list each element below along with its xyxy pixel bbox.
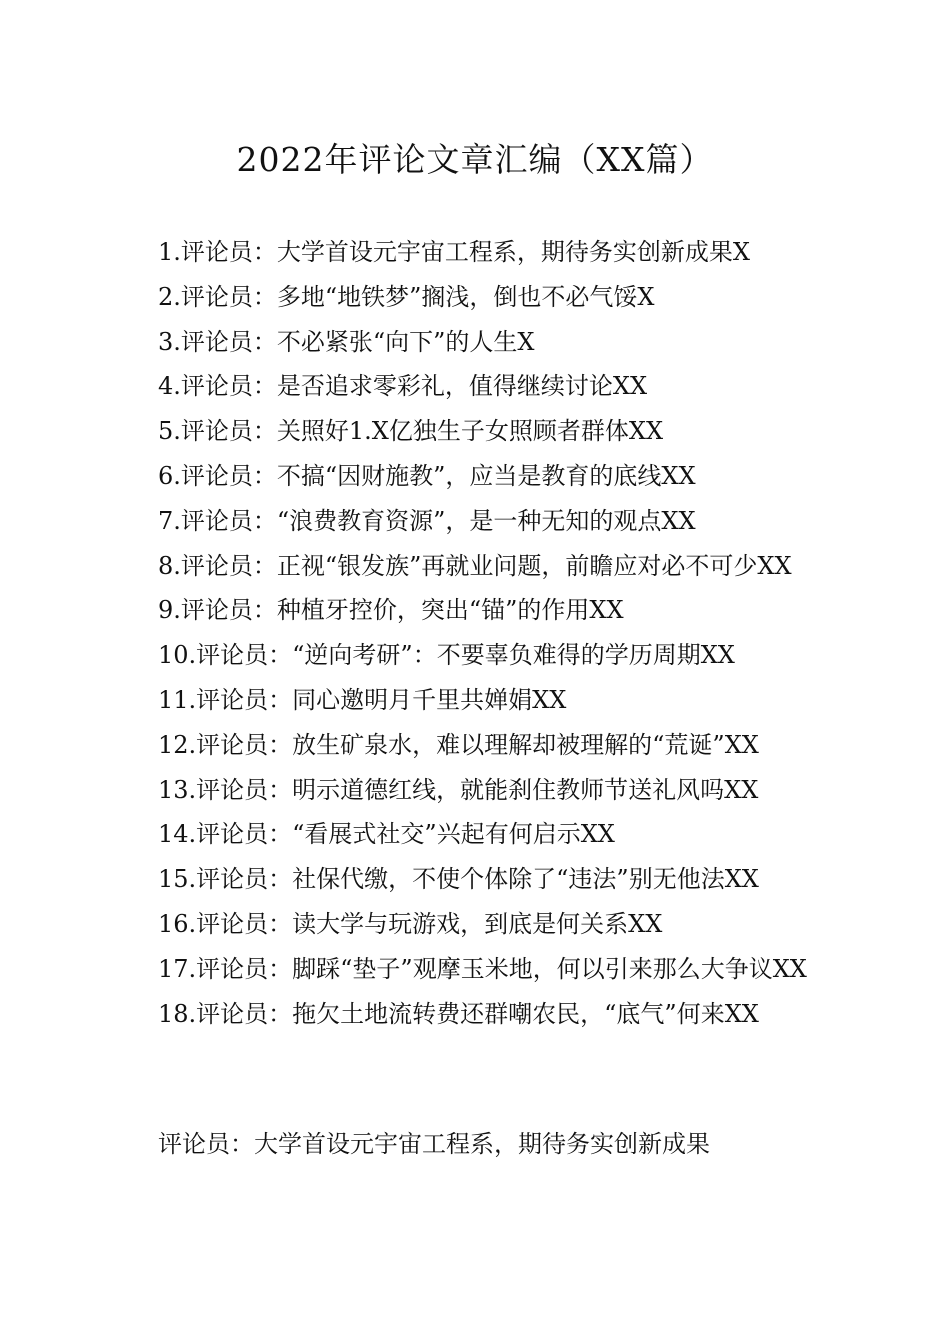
toc-item-15: 15.评论员：社保代缴，不使个体除了“违法”别无他法XX — [158, 865, 759, 894]
toc-item-17: 17.评论员：脚踩“垫子”观摩玉米地，何以引来那么大争议XX — [158, 954, 807, 983]
toc-item-14: 14.评论员：“看展式社交”兴起有何启示XX — [158, 820, 615, 849]
toc-item-9: 9.评论员：种植牙控价，突出“锚”的作用XX — [158, 596, 624, 625]
toc-item-18: 18.评论员：拖欠土地流转费还群嘲农民，“底气”何来XX — [158, 999, 759, 1028]
toc-item-11: 11.评论员：同心邀明月千里共婵娟XX — [158, 685, 567, 714]
toc-item-12: 12.评论员：放生矿泉水，难以理解却被理解的“荒诞”XX — [158, 730, 759, 759]
toc-item-2: 2.评论员：多地“地铁梦”搁浅，倒也不必气馁X — [158, 282, 655, 311]
toc-item-8: 8.评论员：正视“银发族”再就业问题，前瞻应对必不可少XX — [158, 551, 792, 580]
toc-item-13: 13.评论员：明示道德红线，就能刹住教师节送礼风吗XX — [158, 775, 759, 804]
toc-item-4: 4.评论员：是否追求零彩礼，值得继续讨论XX — [158, 372, 648, 401]
first-article-heading: 评论员：大学首设元宇宙工程系，期待务实创新成果 — [158, 1130, 710, 1158]
toc-item-5: 5.评论员：关照好1.X亿独生子女照顾者群体XX — [158, 417, 664, 446]
document-title: 2022年评论文章汇编（XX篇） — [236, 140, 714, 179]
table-of-contents — [117, 230, 829, 1036]
toc-item-3: 3.评论员：不必紧张“向下”的人生X — [158, 327, 535, 356]
toc-item-10: 10.评论员：“逆向考研”：不要辜负难得的学历周期XX — [158, 641, 735, 670]
toc-item-7: 7.评论员：“浪费教育资源”，是一种无知的观点XX — [158, 506, 696, 535]
toc-item-6: 6.评论员：不搞“因财施教”，应当是教育的底线XX — [158, 461, 696, 490]
toc-item-16: 16.评论员：读大学与玩游戏，到底是何关系XX — [158, 909, 663, 938]
toc-item-1: 1.评论员：大学首设元宇宙工程系，期待务实创新成果X — [158, 238, 750, 266]
